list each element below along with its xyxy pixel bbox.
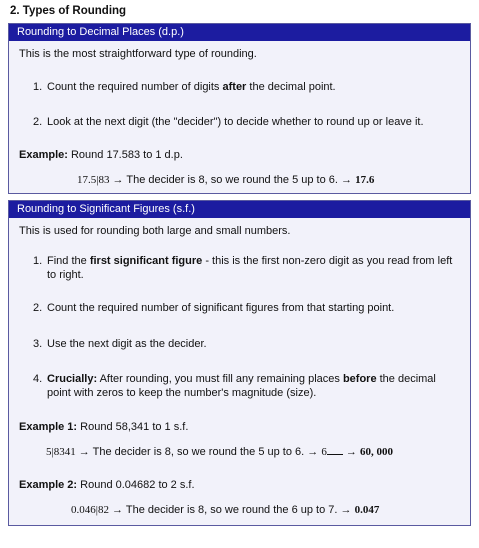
- sf-example-1-heading: Example 1: Round 58,341 to 1 s.f.: [19, 421, 189, 433]
- sf-step-3: 3. Use the next digit as the decider.: [33, 337, 207, 350]
- dp-example-heading: Example: Round 17.583 to 1 d.p.: [19, 149, 183, 161]
- dp-step-2: 2. Look at the next digit (the "decider") to decide whether to round up or leave it.: [33, 115, 424, 128]
- dp-box: [8, 23, 471, 194]
- sf-box: [8, 200, 471, 526]
- dp-box-title: Rounding to Decimal Places (d.p.): [9, 24, 470, 41]
- dp-steps: [19, 81, 460, 129]
- section-heading: 2. Types of Rounding: [10, 5, 127, 17]
- sf-step-1: 1. Find the first significant figure - this is the first non-zero digit as you read from left to right.: [33, 255, 453, 281]
- dp-step-1: 1. Count the required number of digits after the decimal point.: [33, 81, 336, 93]
- sf-box-body: [9, 218, 470, 525]
- blank-placeholder: [327, 445, 343, 455]
- sf-worked-example-2: 0.046|82 → The decider is 8, so we round the 6 up to 7. → 0.047: [71, 504, 380, 516]
- sf-step-2: 2. Count the required number of significant figures from that starting point.: [33, 302, 395, 314]
- sf-example-2-heading: Example 2: Round 0.04682 to 2 s.f.: [19, 479, 195, 491]
- dp-intro: This is the most straightforward type of rounding.: [19, 48, 257, 60]
- sf-box-title: Rounding to Significant Figures (s.f.): [9, 201, 470, 218]
- sf-intro: This is used for rounding both large and small numbers.: [19, 225, 291, 237]
- sf-steps: [19, 255, 460, 400]
- dp-box-body: [9, 41, 470, 193]
- sf-step-4: 4. Crucially: After rounding, you must fill any remaining places before the decimal point with zeros to keep the number's magnitude (size).: [33, 373, 436, 399]
- sf-worked-example-1: 5|8341 → The decider is 8, so we round the 5 up to 6. → 6 → 60, 000: [46, 446, 393, 458]
- dp-worked-example: 17.5|83 → The decider is 8, so we round the 5 up to 6. → 17.6: [77, 174, 375, 186]
